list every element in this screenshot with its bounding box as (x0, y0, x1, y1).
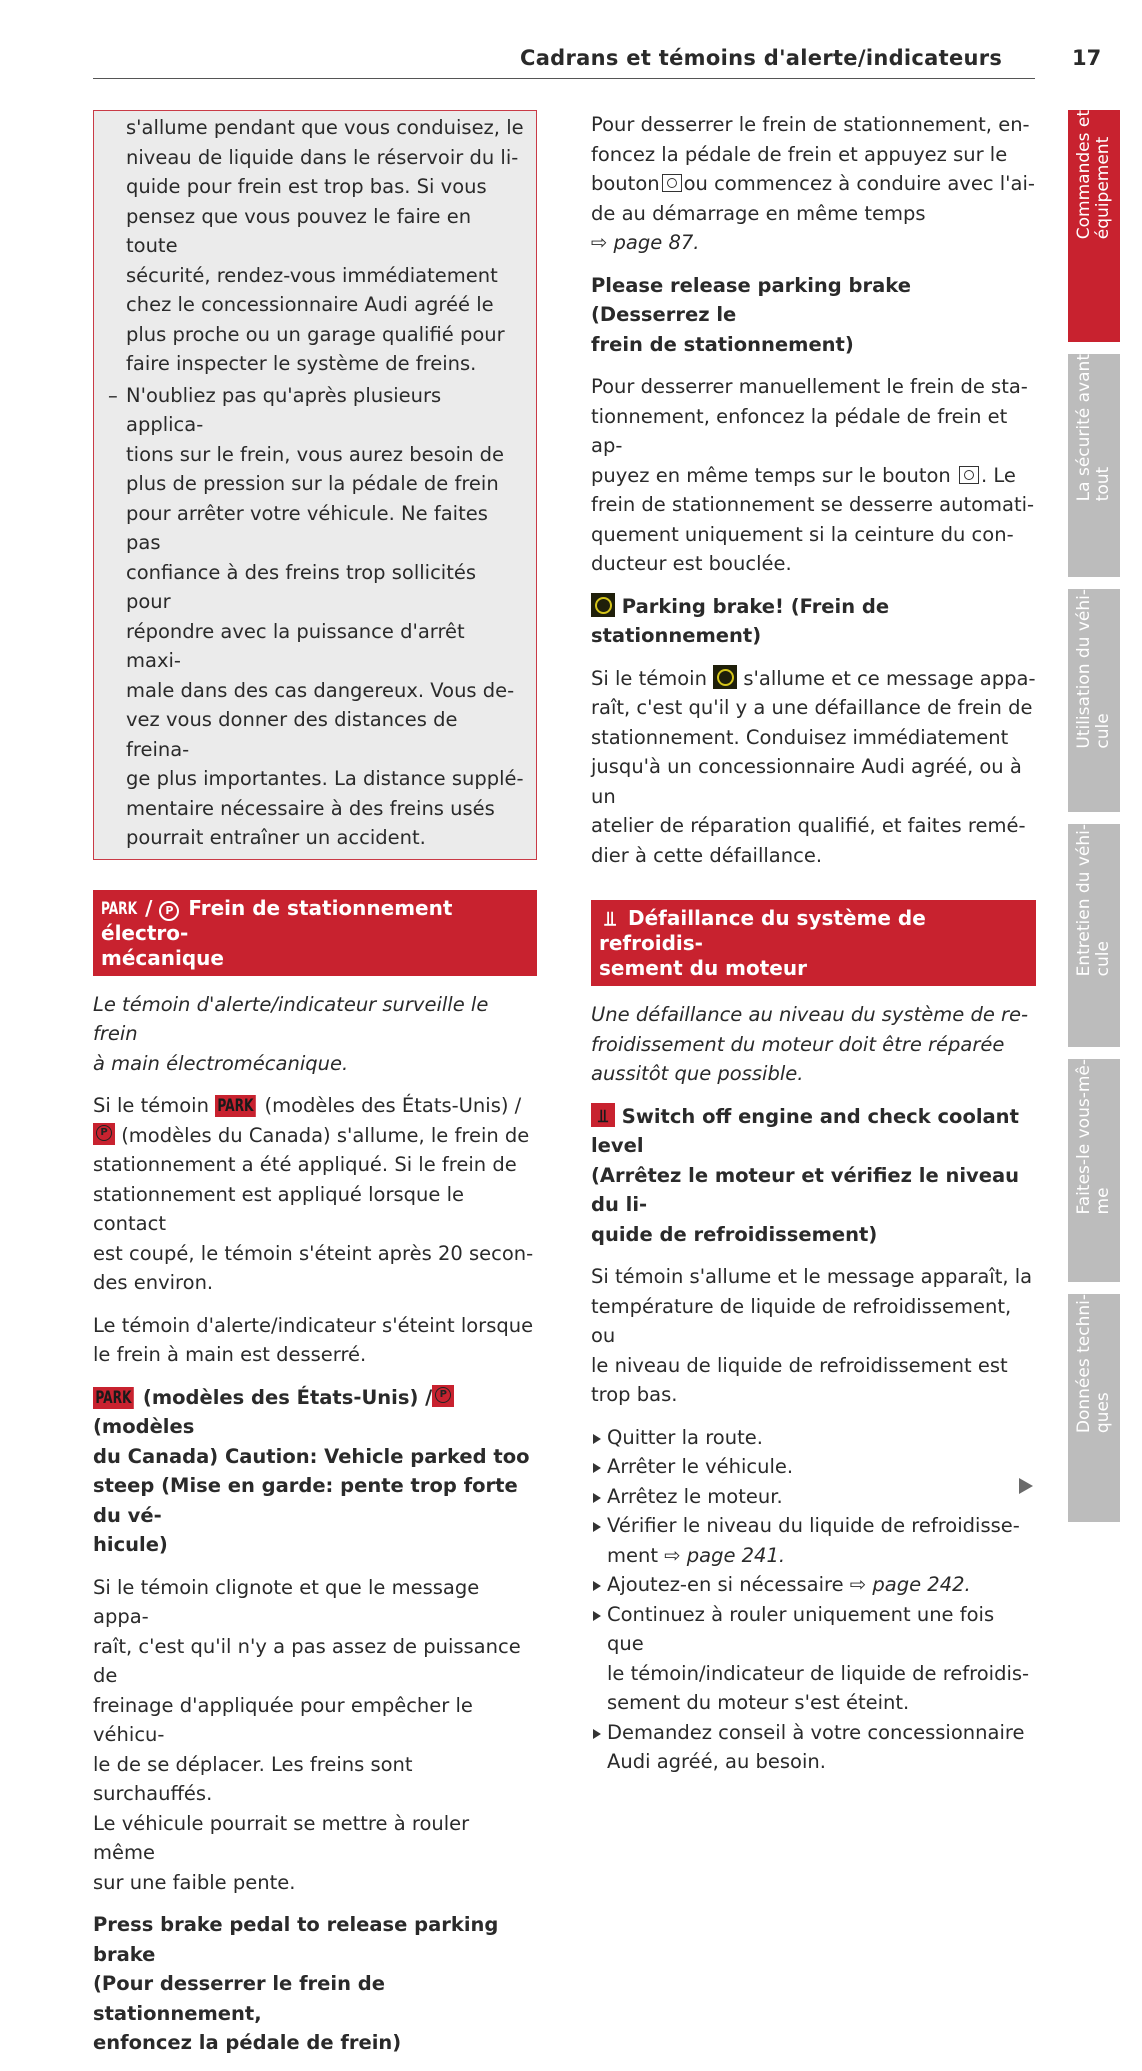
intro-text: Le témoin d'alerte/indicateur surveille le frein à main électromécanique. (93, 992, 489, 1075)
action-list (591, 1423, 1036, 1777)
tab-faites-le-vous-meme[interactable]: Faites-le vous-mê- me (1068, 1059, 1120, 1282)
list-item: Ajoutez-en si nécessaire ⇨ page 242. (591, 1570, 1036, 1600)
parking-brake-fault-icon (713, 665, 737, 689)
warning-dash-item: – N'oubliez pas qu'après plusieurs applica- tions sur le frein, vous aurez besoin de plus de pression sur la pédale de frein pour arrêter votre véhicule. Ne faites pas confiance à des freins trop sollicités pour répondre avec la puissance d'arrêt maxi- male dans des cas dangereux. Vous de- vez vous donner des distances de freina- ge plus importantes. La distance supplé- mentaire nécessaire à des freins usés pourrait entraîner un accident. (108, 381, 524, 853)
tab-entretien[interactable]: Entretien du véhi- cule (1068, 824, 1120, 1047)
message-heading: Parking brake! (Frein de stationnement) (591, 594, 890, 647)
parking-p-icon: P (159, 901, 179, 921)
paragraph: Si le témoin s'allume et ce message appa- raît, c'est qu'il y a une défaillance de frein de stationnement. Conduisez immédiatement jusqu'à un concessionnaire Audi agréé, ou à un atelier de réparation qualifié, et faites remé- dier à cette défaillance. (591, 666, 1036, 867)
message-heading: ⫫ Switch off engine and check coolant level (Arrêtez le moteur et vérifiez le niveau du li- quide de refroidissement) (591, 1102, 1036, 1250)
list-item: Continuez à rouler uniquement une fois que le témoin/indicateur de liquide de refroidis- sement du moteur s'est éteint. (591, 1600, 1036, 1718)
paragraph: Pour desserrer le frein de stationnement, en- foncez la pédale de frein et appuyez sur le bouton ou commencez à conduire avec l'ai- de au démarrage en même temps ⇨ page 87. (591, 113, 1035, 254)
page-reference: ⇨ page 241. (664, 1543, 786, 1567)
page-reference: ⇨ page 242. (849, 1573, 971, 1596)
tab-securite[interactable]: La sécurité avant tout (1068, 354, 1120, 577)
dash-marker: – (108, 383, 118, 407)
message-heading: PARK (modèles des États-Unis) /P (modèles du Canada) Caution: Vehicle parked too steep (Mise en garde: pente trop forte du vé- hicule) (93, 1383, 537, 1560)
tab-donnees-techniques[interactable]: Données techni- ques (1068, 1294, 1120, 1522)
message-heading: Please release parking brake (Desserrez le frein de stationnement) (591, 273, 911, 356)
section-heading-coolant: ⫫ Défaillance du système de refroidis- sement du moteur (591, 900, 1036, 986)
coolant-warning-icon (591, 1103, 615, 1127)
page-reference: ⇨ page 87. (591, 231, 700, 254)
warning-continuation: s'allume pendant que vous conduisez, le niveau de liquide dans le réservoir du li- quide pour frein est trop bas. Si vous pensez que vous pouvez le faire en toute sécurité, rendez-vous immédiatement chez le concessionnaire Audi agréé le plus proche ou un garage qualifié pour faire inspecter le système de freins. (126, 116, 524, 375)
page-number: 17 (1072, 46, 1102, 70)
paragraph: Si témoin s'allume et le message apparaît, la température de liquide de refroidissement, ou le niveau de liquide de refroidissement est trop bas. (591, 1265, 1033, 1406)
parking-brake-warning-icon (432, 1385, 454, 1407)
message-heading: Press brake pedal to release parking brake (Pour desserrer le frein de stationnement, enfoncez la pédale de frein) (93, 1913, 499, 2054)
park-icon: PARK (101, 898, 138, 919)
parking-brake-warning-icon (93, 1123, 115, 1145)
header-title: Cadrans et témoins d'alerte/indicateurs (520, 46, 1003, 70)
parking-button-icon (959, 466, 979, 484)
warning-box (93, 110, 537, 860)
list-item: Quitter la route. (591, 1423, 1036, 1453)
paragraph: Si le témoin clignote et que le message appa- raît, c'est qu'il n'y a pas assez de puissance de freinage d'appliquée pour empêcher le véhicu- le de se déplacer. Les freins sont surchauffés. Le véhicule pourrait se mettre à rouler même sur une faible pente. (93, 1575, 521, 1894)
intro-text: Une défaillance au niveau du système de re- froidissement du moteur doit être réparée aussitôt que possible. (591, 1003, 1029, 1085)
left-column (93, 110, 537, 2071)
tab-utilisation[interactable]: Utilisation du véhi- cule (1068, 589, 1120, 812)
paragraph: Pour desserrer manuellement le frein de sta- tionnement, enfoncez la pédale de frein et ap- puyez en même temps sur le bouton . Le frein de stationnement se desserre automati- quement uniquement si la ceinture du con- ducteur est bouclée. (591, 375, 1035, 575)
list-item: Arrêtez le moteur. (591, 1482, 1036, 1512)
list-item: Vérifier le niveau du liquide de refroidisse- ment ⇨ page 241. (591, 1511, 1036, 1570)
paragraph: Si le témoin PARK (modèles des États-Unis) / P (modèles du Canada) s'allume, le frein de stationnement a été appliqué. Si le frein de stationnement est appliqué lorsque le contact est coupé, le témoin s'éteint après 20 secon- des environ. (93, 1091, 537, 1298)
next-page-arrow-icon (1019, 1478, 1033, 1494)
parking-brake-fault-icon (591, 593, 615, 617)
parking-button-icon (662, 174, 682, 192)
park-warning-icon: PARK (215, 1095, 256, 1117)
list-item: Arrêter le véhicule. (591, 1452, 1036, 1482)
right-column (591, 110, 1036, 1777)
tab-commandes-equipement[interactable]: Commandes et équipement (1068, 110, 1120, 342)
coolant-temperature-icon: ⫫ (604, 906, 616, 930)
list-item: Demandez conseil à votre concessionnaire Audi agréé, au besoin. (591, 1718, 1036, 1777)
park-warning-icon: PARK (93, 1387, 134, 1409)
header-rule (93, 78, 1035, 79)
section-heading-parking-brake: PARK / P Frein de stationnement électro- mécanique (93, 890, 537, 976)
paragraph: Le témoin d'alerte/indicateur s'éteint lorsque le frein à main est desserré. (93, 1313, 534, 1366)
